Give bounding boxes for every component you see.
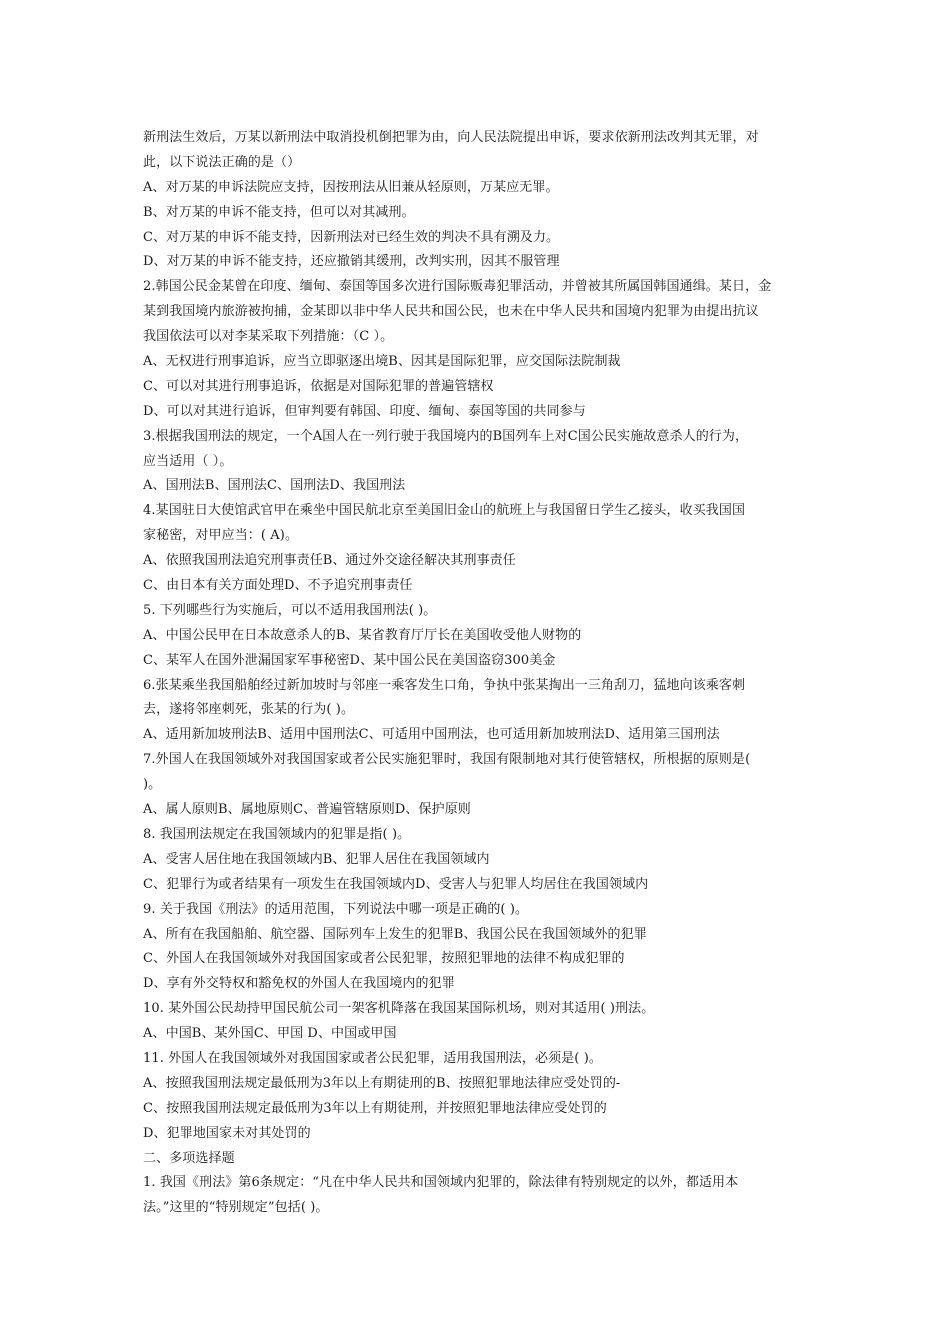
text-line: 11. 外国人在我国领域外对我国国家或者公民犯罪，适用我国刑法，必须是( )。 xyxy=(143,1050,602,1066)
text-line: A、中国B、某外国C、甲国 D、中国或甲国 xyxy=(143,1026,397,1042)
text-line: A、依照我国刑法追究刑事责任B、通过外交途径解决其刑事责任 xyxy=(143,553,516,569)
text-line: A、属人原则B、属地原则C、普遍管辖原则D、保护原则 xyxy=(143,802,471,818)
text-line: 7.外国人在我国领域外对我国国家或者公民实施犯罪时，我国有限制地对其行使管辖权，所根据的原则是( xyxy=(143,752,751,768)
text-line: 某到我国境内旅游被拘捕，金某即以非中华人民共和国公民，也未在中华人民共和国境内犯罪为由提出抗议 xyxy=(143,304,759,320)
text-line: C、犯罪行为或者结果有一项发生在我国领域内D、受害人与犯罪人均居住在我国领域内 xyxy=(143,876,649,892)
text-line: 9. 关于我国《刑法》的适用范围，下列说法中哪一项是正确的( )。 xyxy=(143,901,529,917)
text-line: )。 xyxy=(143,777,162,793)
text-line: C、外国人在我国领域外对我国国家或者公民犯罪，按照犯罪地的法律不构成犯罪的 xyxy=(143,951,625,967)
text-line: 1. 我国《刑法》第6条规定：“凡在中华人民共和国领域内犯罪的，除法律有特别规定的以外，都适用本 xyxy=(143,1175,739,1191)
text-line: C、由日本有关方面处理D、不予追究刑事责任 xyxy=(143,578,413,594)
text-line: 去，遂将邻座刺死，张某的行为( )。 xyxy=(143,702,355,718)
text-line: 5. 下列哪些行为实施后，可以不适用我国刑法( )。 xyxy=(143,602,437,618)
text-line: 我国依法可以对李某采取下列措施：（C ）。 xyxy=(143,329,394,345)
text-line: A、中国公民甲在日本故意杀人的B、某省教育厅厅长在美国收受他人财物的 xyxy=(143,627,582,643)
text-line: B、对万某的申诉不能支持，但可以对其减刑。 xyxy=(143,204,415,220)
text-line: 2.韩国公民金某曾在印度、缅甸、泰国等国多次进行国际贩毒犯罪活动，并曾被其所属国韩国通缉。某日，金 xyxy=(143,279,772,295)
text-line: A、适用新加坡刑法B、适用中国刑法C、可适用中国刑法，也可适用新加坡刑法D、适用第三国刑法 xyxy=(143,727,720,743)
text-line: C、按照我国刑法规定最低刑为3年以上有期徒刑，并按照犯罪地法律应受处罚的 xyxy=(143,1100,607,1116)
text-line: D、犯罪地国家未对其处罚的 xyxy=(143,1125,311,1141)
text-line: 此，以下说法正确的是（） xyxy=(143,154,301,170)
text-line: D、享有外交特权和豁免权的外国人在我国境内的犯罪 xyxy=(143,976,455,992)
text-line: 10. 某外国公民劫持甲国民航公司一架客机降落在我国某国际机场，则对其适用( )刑法。 xyxy=(143,1001,655,1017)
text-line: 3.根据我国刑法的规定，一个A国人在一列行驶于我国境内的B国列车上对C国公民实施故意杀人的行为， xyxy=(143,428,749,444)
text-line: A、对万某的申诉法院应支持，因按刑法从旧兼从轻原则，万某应无罪。 xyxy=(143,179,559,195)
text-line: 二、多项选择题 xyxy=(143,1150,235,1166)
text-line: 家秘密，对甲应当：( A)。 xyxy=(143,528,299,544)
text-line: 8. 我国刑法规定在我国领域内的犯罪是指( )。 xyxy=(143,826,411,842)
document-body xyxy=(143,126,815,1221)
text-line: A、国刑法B、国刑法C、国刑法D、我国刑法 xyxy=(143,478,406,494)
text-line: 法。”这里的“特别规定”包括( )。 xyxy=(143,1200,329,1216)
text-line: C、对万某的申诉不能支持，因新刑法对已经生效的判决不具有溯及力。 xyxy=(143,229,560,245)
text-line: D、对万某的申诉不能支持，还应撤销其缓刑，改判实刑，因其不服管理 xyxy=(143,254,560,270)
text-line: A、按照我国刑法规定最低刑为3年以上有期徒刑的B、按照犯罪地法律应受处罚的- xyxy=(143,1075,621,1091)
text-line: D、可以对其进行追诉，但审判要有韩国、印度、缅甸、泰国等国的共同参与 xyxy=(143,403,586,419)
text-line: A、无权进行刑事追诉，应当立即驱逐出境B、因其是国际犯罪，应交国际法院制裁 xyxy=(143,354,621,370)
text-line: 6.张某乘坐我国船舶经过新加坡时与邻座一乘客发生口角，争执中张某掏出一三角刮刀，猛地向该乘客刺 xyxy=(143,677,746,693)
text-line: A、受害人居住地在我国领域内B、犯罪人居住在我国领域内 xyxy=(143,851,490,867)
text-line: C、某军人在国外泄漏国家军事秘密D、某中国公民在美国盗窃300美金 xyxy=(143,652,556,668)
text-line: 应当适用（ ）。 xyxy=(143,453,233,469)
text-line: C、可以对其进行刑事追诉，依据是对国际犯罪的普遍管辖权 xyxy=(143,378,494,394)
text-line: 新刑法生效后，万某以新刑法中取消投机倒把罪为由，向人民法院提出申诉，要求依新刑法改判其无罪，对 xyxy=(143,130,759,145)
text-line: 4.某国驻日大使馆武官甲在乘坐中国民航北京至美国旧金山的航班上与我国留日学生乙接头，收买我国国 xyxy=(143,503,746,519)
text-line: A、所有在我国船舶、航空器、国际列车上发生的犯罪B、我国公民在我国领域外的犯罪 xyxy=(143,926,647,942)
